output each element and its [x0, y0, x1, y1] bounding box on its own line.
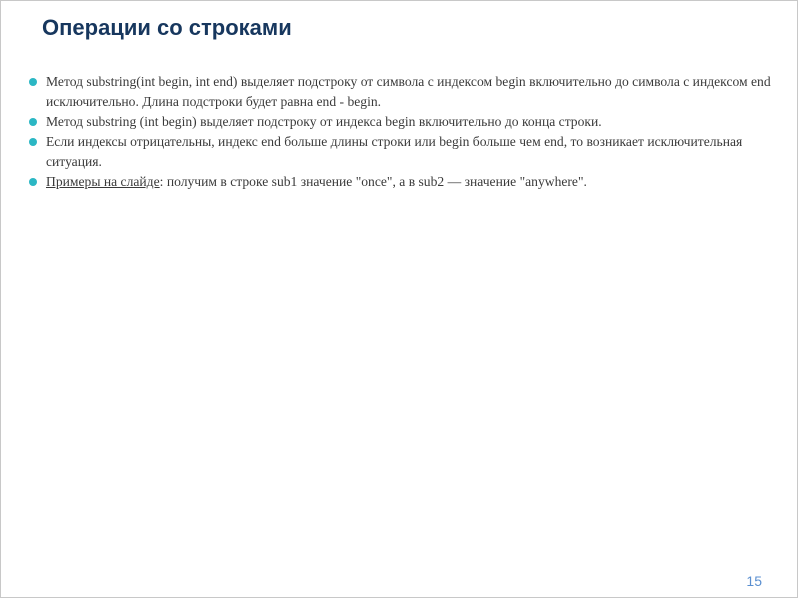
bullet-item: [28, 132, 773, 172]
bullet-item: [28, 112, 773, 132]
examples-link[interactable]: Примеры на слайде: [46, 174, 160, 189]
bullet-list: [28, 72, 773, 192]
bullet-text: Метод substring(int begin, int end) выделяет подстроку от символа с индексом begin включительно до символа с индексом end исключительно. Длина подстроки будет равна end - begin.: [46, 74, 771, 109]
bullet-text: Если индексы отрицательны, индекс end больше длины строки или begin больше чем end, то возникает исключительная ситуация.: [46, 134, 743, 169]
bullet-dot-icon: [29, 78, 37, 86]
bullet-item: [28, 172, 773, 192]
bullet-text: Метод substring (int begin) выделяет подстроку от индекса begin включительно до конца строки.: [46, 114, 602, 129]
page-number: 15: [746, 573, 762, 589]
bullet-dot-icon: [29, 138, 37, 146]
bullet-text: : получим в строке sub1 значение "once", а в sub2 — значение "anywhere".: [159, 174, 587, 189]
bullet-dot-icon: [29, 118, 37, 126]
slide-title: Операции со строками: [42, 15, 292, 40]
bullet-item: [28, 72, 773, 112]
bullet-dot-icon: [29, 178, 37, 186]
